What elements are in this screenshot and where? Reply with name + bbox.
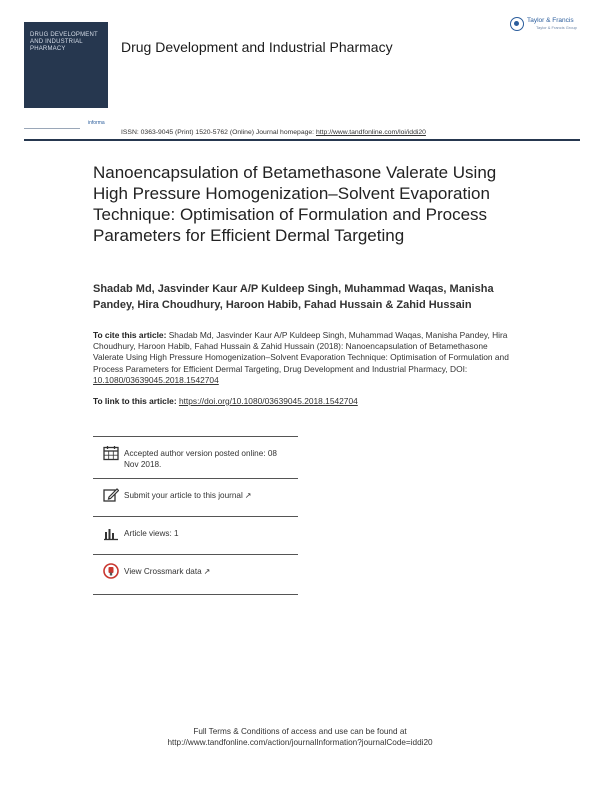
issn-line (121, 129, 426, 136)
article-doi-link[interactable]: https://doi.org/10.1080/03639045.2018.1542704 (178, 396, 358, 406)
article-link-label: To link to this article: (93, 396, 179, 406)
citation-doi-link[interactable]: 10.1080/03639045.2018.1542704 (93, 374, 219, 385)
article-views-row[interactable] (93, 516, 298, 554)
citation-block (93, 330, 513, 386)
accepted-version-text: Accepted author version posted online: 08 Nov 2018. (124, 449, 277, 469)
submit-article-link[interactable]: Submit your article to this journal (124, 491, 243, 500)
bar-chart-icon (103, 525, 119, 541)
header-rule (24, 139, 580, 141)
informa-label: informa (88, 120, 105, 126)
publisher-subtitle: Taylor & Francis Group (536, 25, 577, 30)
calendar-icon (103, 445, 119, 461)
edit-icon (103, 487, 119, 503)
external-link-icon: ↗ (244, 491, 252, 500)
submit-article-row[interactable] (93, 478, 298, 516)
terms-link[interactable]: http://www.tandfonline.com/action/journalInformation?journalCode=iddi20 (167, 738, 433, 747)
informa-divider (24, 128, 80, 129)
cover-line: PHARMACY (30, 46, 66, 52)
article-authors: Shadab Md, Jasvinder Kaur A/P Kuldeep Singh, Muhammad Waqas, Manisha Pandey, Hira Choudhury, Haroon Habib, Fahad Hussain & Zahid Hussain (93, 283, 494, 311)
issn-text: ISSN: 0363-9045 (Print) 1520-5762 (Online) Journal homepage: (121, 129, 316, 136)
external-link-icon: ↗ (203, 567, 211, 576)
citation-label: To cite this article: (93, 330, 169, 340)
submit-article-cell (124, 490, 292, 501)
crossmark-link[interactable]: View Crossmark data (124, 567, 202, 576)
crossmark-row[interactable] (93, 554, 298, 595)
article-views-text: Article views: 1 (124, 529, 179, 538)
publisher-name: Taylor & Francis (527, 17, 574, 24)
publisher-logo-icon (510, 17, 524, 31)
terms-footer (0, 726, 600, 748)
terms-text: Full Terms & Conditions of access and use can be found at (193, 727, 407, 736)
crossmark-icon (103, 563, 119, 579)
article-link-line (93, 396, 358, 406)
cover-line: AND INDUSTRIAL (30, 39, 83, 45)
citation-text: Shadab Md, Jasvinder Kaur A/P Kuldeep Singh, Muhammad Waqas, Manisha Pandey, Hira Choudhury, Haroon Habib, Fahad Hussain & Zahid Hussain (2018): Nanoencapsulation of Betamethasone Valerate Using High Pressure Homogenization–Solvent Evaporation Technique: Optimisation of Formulation and Process Parameters for Efficient Dermal Targeting, Drug Development and Industrial Pharmacy, DOI: (93, 330, 509, 374)
journal-cover-image (24, 22, 108, 108)
article-metrics-box (93, 436, 298, 595)
cover-line: DRUG DEVELOPMENT (30, 32, 98, 38)
journal-homepage-link[interactable]: http://www.tandfonline.com/loi/iddi20 (315, 129, 426, 136)
accepted-version-row (93, 436, 298, 478)
publisher-logo[interactable] (510, 17, 580, 37)
journal-title: Drug Development and Industrial Pharmacy (121, 39, 393, 55)
article-title: Nanoencapsulation of Betamethasone Valerate Using High Pressure Homogenization–Solvent Evaporation Technique: Optimisation of Formulation and Process Parameters for Efficient Dermal Targeting (93, 163, 497, 245)
crossmark-cell (124, 566, 292, 577)
